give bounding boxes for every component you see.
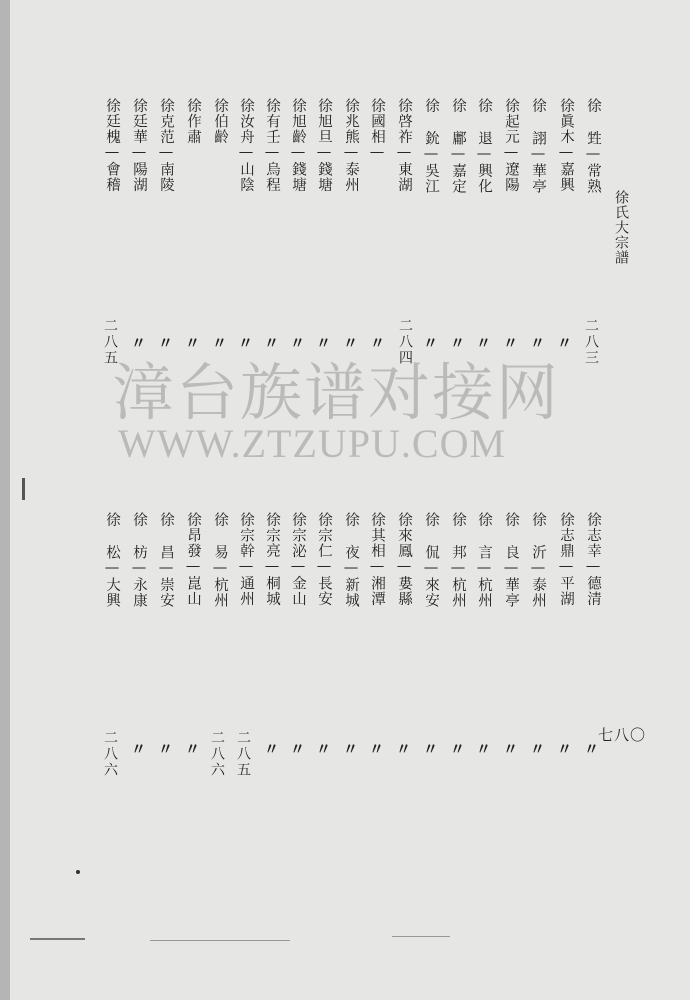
entry-column: 徐旭旦—錢塘: [316, 98, 332, 193]
ditto-mark: 〃: [185, 740, 201, 758]
ditto-mark: 〃: [370, 334, 386, 352]
entry-column: 徐旭齡—錢塘: [290, 98, 306, 193]
entry-column: 徐 退—興化: [476, 98, 492, 194]
entry-column: 徐志鼎—平湖: [558, 512, 574, 607]
ditto-mark: 〃: [530, 740, 546, 758]
scan-artifact: [150, 940, 290, 941]
ditto-mark: 〃: [316, 740, 332, 758]
entry-column: 徐廷槐—會稽: [104, 98, 120, 193]
ditto-mark: 〃: [476, 334, 492, 352]
entry-column: 徐宗泌—金山: [290, 512, 306, 607]
entry-column: 徐作肅: [185, 98, 201, 145]
ditto-mark: 〃: [423, 740, 439, 758]
reference-number: 二八六: [102, 730, 118, 778]
reference-number: 二八三: [583, 318, 599, 366]
entry-column: 徐兆熊—泰州: [343, 98, 359, 193]
entry-column: 徐 沂—泰州: [530, 512, 546, 608]
entry-column: 徐汝舟—山陰: [238, 98, 254, 193]
scan-artifact: [392, 936, 450, 937]
entry-column: 徐 侃—來安: [423, 512, 439, 608]
ditto-mark: 〃: [185, 334, 201, 352]
entry-column: 徐其相—湘潭: [369, 512, 385, 607]
entry-column: 徐宗亮—桐城: [264, 512, 280, 607]
entry-column: 徐起元—遼陽: [503, 98, 519, 193]
scan-artifact: [76, 870, 80, 874]
entry-column: 徐昂發—崑山: [185, 512, 201, 607]
ditto-mark: 〃: [343, 740, 359, 758]
entry-column: 徐 邦—杭州: [450, 512, 466, 608]
ditto-mark: 〃: [369, 740, 385, 758]
entry-column: 徐 鈗—吳江: [423, 98, 439, 194]
ditto-mark: 〃: [290, 334, 306, 352]
entry-column: 徐有壬—烏程: [264, 98, 280, 193]
entry-column: 徐來鳳—婁縣: [396, 512, 412, 607]
ditto-mark: 〃: [238, 334, 254, 352]
scan-artifact: [30, 938, 85, 940]
ditto-mark: 〃: [131, 740, 147, 758]
entry-column: 徐伯齡: [212, 98, 228, 145]
entry-column: 徐宗幹—通州: [238, 512, 254, 607]
ditto-mark: 〃: [450, 740, 466, 758]
entry-column: 徐 易—杭州: [212, 512, 228, 608]
entry-column: 徐克范—南陵: [158, 98, 174, 193]
ditto-mark: 〃: [557, 334, 573, 352]
entry-column: 徐 鄘—嘉定: [450, 98, 466, 194]
book-title: 徐氏大宗譜: [613, 190, 629, 265]
ditto-mark: 〃: [316, 334, 332, 352]
entry-column: 徐志幸—德清: [585, 512, 601, 607]
entry-column: 徐眞木—嘉興: [558, 98, 574, 193]
scan-artifact: [22, 478, 25, 500]
ditto-mark: 〃: [343, 334, 359, 352]
ditto-mark: 〃: [503, 740, 519, 758]
binding-gutter: [0, 0, 10, 1000]
ditto-mark: 〃: [450, 334, 466, 352]
entry-column: 徐國相—: [369, 98, 385, 162]
ditto-mark: 〃: [557, 740, 573, 758]
page-number: 七八〇: [598, 726, 647, 744]
ditto-mark: 〃: [530, 334, 546, 352]
reference-number: 二八六: [209, 730, 225, 778]
ditto-mark: 〃: [131, 334, 147, 352]
ditto-mark: 〃: [264, 740, 280, 758]
entry-column: 徐 松—大興: [104, 512, 120, 608]
ditto-mark: 〃: [158, 334, 174, 352]
ditto-mark: 〃: [396, 740, 412, 758]
entry-column: 徐 詡—華亭: [530, 98, 546, 194]
ditto-mark: 〃: [423, 334, 439, 352]
entry-column: 徐啓祚—東湖: [396, 98, 412, 193]
ditto-mark: 〃: [290, 740, 306, 758]
entry-column: 徐 甡—常熟: [585, 98, 601, 194]
entry-column: 徐 良—華亭: [503, 512, 519, 608]
ditto-mark: 〃: [503, 334, 519, 352]
entry-column: 徐廷華—陽湖: [131, 98, 147, 193]
reference-number: 二八五: [102, 318, 118, 366]
ditto-mark: 〃: [264, 334, 280, 352]
ditto-mark: 〃: [158, 740, 174, 758]
entry-column: 徐 枋—永康: [131, 512, 147, 608]
ditto-mark: 〃: [476, 740, 492, 758]
entry-column: 徐 昌—崇安: [158, 512, 174, 608]
entry-column: 徐 夜—新城: [343, 512, 359, 608]
ditto-mark: 〃: [212, 334, 228, 352]
watermark-chinese: 漳台族谱对接网: [112, 356, 561, 429]
ditto-mark: 〃: [584, 740, 600, 758]
entry-column: 徐 言—杭州: [476, 512, 492, 608]
reference-number: 二八四: [397, 318, 413, 366]
reference-number: 二八五: [235, 730, 251, 778]
entry-column: 徐宗仁—長安: [316, 512, 332, 607]
watermark-url: WWW.ZTZUPU.COM: [118, 421, 507, 466]
